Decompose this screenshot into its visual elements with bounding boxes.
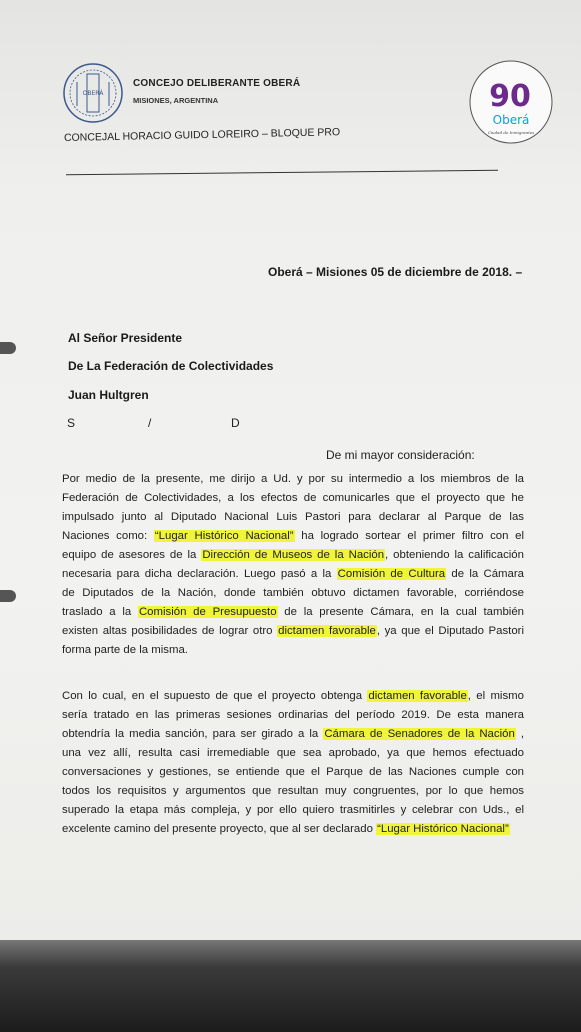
sd-mark: / bbox=[148, 416, 152, 430]
text-run: conversaciones y gestiones, se entiende que el Parque de las Naciones cumple con bbox=[62, 766, 524, 778]
text-run: Por medio de la presente, me dirijo a Ud. y por su intermedio a los miembros de la bbox=[62, 473, 524, 485]
text-run: una vez allí, resulta casi irremediable que sea aprobado, ya que hemos efectuado bbox=[62, 747, 524, 759]
letter-date: Oberá – Misiones 05 de diciembre de 2018. – bbox=[268, 265, 523, 279]
text-run: , bbox=[515, 728, 525, 740]
text-run: de la presente Cámara, en la cual también bbox=[277, 606, 524, 618]
recipient-line: Al Señor Presidente bbox=[68, 331, 183, 345]
sd-mark: D bbox=[231, 416, 240, 430]
org-name: CONCEJO DELIBERANTE OBERÁ bbox=[133, 78, 301, 89]
text-run: , el mismo bbox=[467, 690, 524, 702]
text-line bbox=[62, 470, 524, 489]
text-run: Naciones como: bbox=[62, 530, 154, 542]
text-run: equipo de asesores de la bbox=[62, 549, 202, 561]
text-line bbox=[62, 489, 524, 508]
text-run: ha logrado sortear el primer filtro con el bbox=[294, 530, 524, 542]
text-line bbox=[62, 725, 524, 744]
text-run: traslado a la bbox=[62, 606, 138, 618]
recipient-line: Juan Hultgren bbox=[68, 388, 149, 402]
text-run: Con lo cual, en el supuesto de que el proyecto obtenga bbox=[62, 690, 368, 702]
text-line bbox=[62, 622, 524, 641]
paragraph-1 bbox=[62, 470, 524, 660]
highlighted-phrase: Dirección de Museos de la Nación bbox=[202, 549, 385, 561]
text-line bbox=[62, 687, 524, 706]
highlighted-phrase: dictamen favorable bbox=[278, 625, 376, 637]
highlighted-phrase: “Lugar Histórico Nacional” bbox=[154, 530, 294, 542]
text-run: , obteniendo la calificación bbox=[385, 549, 524, 561]
recipient-line: De La Federación de Colectividades bbox=[68, 359, 274, 373]
paragraph-2 bbox=[62, 687, 524, 839]
text-run: todos los requisitos y argumentos que resultan muy congruentes, por lo que hemos bbox=[62, 785, 524, 797]
binder-hole bbox=[0, 590, 16, 602]
highlighted-phrase: Comisión de Presupuesto bbox=[138, 606, 277, 618]
text-line bbox=[62, 801, 524, 820]
text-run: , ya que el Diputado Pastori bbox=[376, 625, 525, 637]
text-line bbox=[62, 763, 524, 782]
text-line bbox=[62, 641, 524, 660]
highlighted-phrase: “Lugar Histórico Nacional” bbox=[377, 823, 509, 835]
greeting: De mi mayor consideración: bbox=[326, 448, 475, 462]
text-run: necesaria para dicha declaración. Luego pasó a la bbox=[62, 568, 337, 580]
text-line bbox=[62, 508, 524, 527]
text-line bbox=[62, 546, 524, 565]
text-run: excelente camino del presente proyecto, que al ser declarado bbox=[62, 823, 377, 835]
text-run: de la Cámara bbox=[446, 568, 525, 580]
text-run: obtendría la media sanción, para ser girado a la bbox=[62, 728, 324, 740]
org-location: MISIONES, ARGENTINA bbox=[133, 96, 219, 105]
sd-mark: S bbox=[67, 416, 76, 430]
highlighted-phrase: Comisión de Cultura bbox=[337, 568, 446, 580]
background-edge bbox=[0, 940, 581, 1032]
binder-hole bbox=[0, 342, 16, 354]
logo-tagline: Ciudad de Inmigrantes bbox=[487, 130, 535, 135]
text-run: superado la etapa más compleja, y por ello quiero trasmitirles y celebrar con Uds., el bbox=[62, 804, 524, 816]
text-run: existen altas posibilidades de lograr otro bbox=[62, 625, 278, 637]
text-line bbox=[62, 820, 524, 839]
text-line bbox=[62, 584, 524, 603]
text-line bbox=[62, 527, 524, 546]
highlighted-phrase: dictamen favorable bbox=[368, 690, 467, 702]
highlighted-phrase: Cámara de Senadores de la Nación bbox=[324, 728, 515, 740]
text-line bbox=[62, 565, 524, 584]
seal-text: OBERÁ bbox=[82, 90, 104, 97]
text-run: impulsado junto al Diputado Nacional Luis Pastori para declarar al Parque de las bbox=[62, 511, 524, 523]
text-line bbox=[62, 782, 524, 801]
text-line bbox=[62, 744, 524, 763]
logo-number: 90 bbox=[489, 79, 531, 114]
text-line bbox=[62, 603, 524, 622]
logo-name: Oberá bbox=[492, 113, 530, 127]
council-seal-icon bbox=[62, 62, 124, 124]
concejal-line: CONCEJAL HORACIO GUIDO LOREIRO – BLOQUE PRO bbox=[63, 126, 341, 144]
header-divider bbox=[66, 170, 498, 176]
text-line bbox=[62, 706, 524, 725]
text-run: sería tratado en las primeras sesiones ordinarias del período 2019. De esta manera bbox=[62, 709, 524, 721]
obera-90-logo-icon bbox=[468, 52, 554, 152]
text-run: forma parte de la misma. bbox=[62, 644, 188, 656]
text-run: Federación de Colectividades, a los efectos de comunicarles que el proyecto que he bbox=[62, 492, 524, 504]
text-run: de Diputados de la Nación, donde también obtuvo dictamen favorable, corriéndose bbox=[62, 587, 524, 599]
